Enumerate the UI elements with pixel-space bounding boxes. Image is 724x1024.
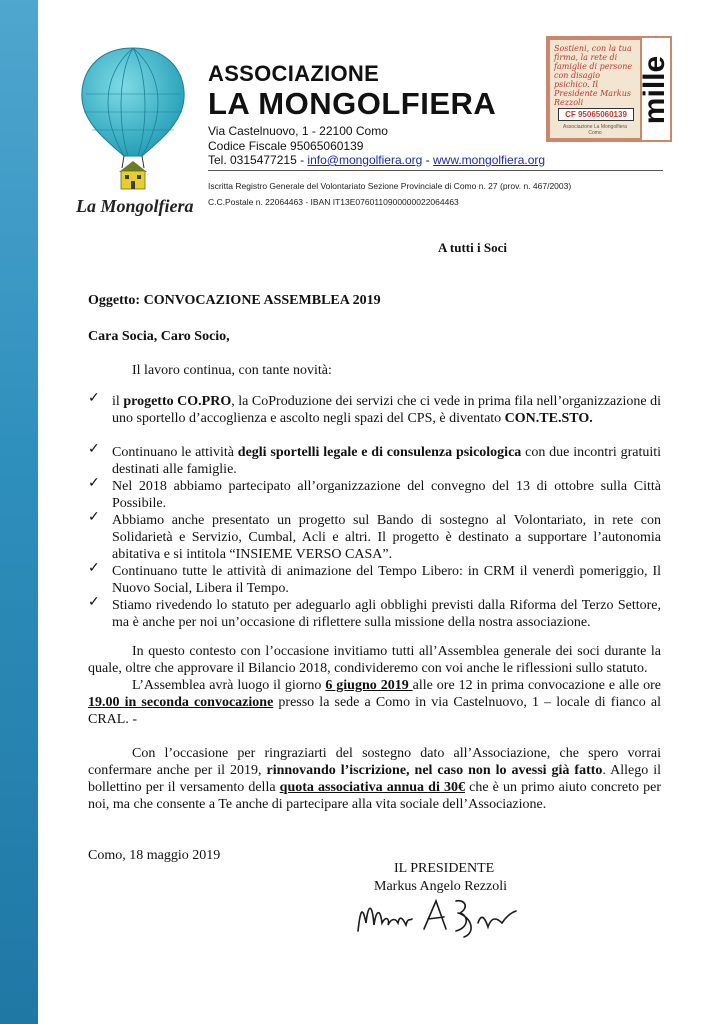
checkmark-icon: ✓ xyxy=(88,510,100,525)
intro: Il lavoro continua, con tante novità: xyxy=(132,363,332,378)
subject: Oggetto: CONVOCAZIONE ASSEMBLEA 2019 xyxy=(88,293,381,308)
bullet-bando: Abbiamo anche presentato un progetto sul Bando di sostegno al Volontariato, in rete con Solidarietà e Servizio, Cumbal, Acli e altri. Il progetto è destinato a supportare l’autonomia abitativa e si intitola “INSIEME VERSO CASA”. xyxy=(112,513,661,562)
five-per-mille-image xyxy=(546,36,672,142)
bullet-statuto: Stiamo rivedendo lo statuto per adeguarlo agli obblighi previsti dalla Riforma del Terzo Settore, ma è anche per noi un’occasione di riflettere sulla missione della nostra associazione. xyxy=(112,598,661,630)
b1-text: , la CoProduzione dei servizi che ci vede in prima fila nell’organizzazione di uno sportello d’accoglienza e ascolto negli spazi del CPS, è diventato xyxy=(112,394,662,426)
checkmark-icon: ✓ xyxy=(88,595,100,610)
b2-text: con due incontri gratuiti destinati alle famiglie. xyxy=(112,445,662,477)
email-link[interactable]: info@mongolfiera.org xyxy=(307,153,423,167)
bullet-tempo-libero: Continuano tutte le attività di animazione del Tempo Libero: in CRM il venerdì pomeriggio, Il Nuovo Social, Libera il Tempo. xyxy=(112,564,661,596)
b1-bold2: CON.TE.STO. xyxy=(504,411,593,426)
p2-a: L’Assemblea avrà luogo il giorno xyxy=(132,678,326,693)
header-divider xyxy=(208,170,663,171)
org-name-line1: ASSOCIAZIONE xyxy=(208,61,380,86)
page-side-bar xyxy=(0,0,38,1024)
p3-a: Con l’occasione per ringraziarti del sostegno dato all’Associazione, che spero vorrai confermare anche per il 2019, xyxy=(88,746,661,778)
bullet-copro xyxy=(112,393,661,427)
stamp-tax-code: CF 95065060139 xyxy=(558,108,634,121)
handwritten-signature xyxy=(352,893,522,939)
recipients: A tutti i Soci xyxy=(438,240,507,255)
checkmark-icon: ✓ xyxy=(88,561,100,576)
paragraph-thanks xyxy=(88,745,661,813)
address: Via Castelnuovo, 1 - 22100 Como xyxy=(208,124,388,138)
contact-block xyxy=(208,124,545,168)
b1-bold: progetto CO.PRO xyxy=(123,394,232,409)
assembly-date: 6 giugno 2019 xyxy=(325,678,413,693)
mille-text: mille xyxy=(637,55,671,125)
bullet-convegno: Nel 2018 abbiamo partecipato all’organizzazione del convegno del 13 di ottobre sulla Città Possibile. xyxy=(112,479,661,511)
p2-b: alle ore 12 in prima convocazione e alle ore xyxy=(412,678,662,693)
p2-c: presso la sede a Como in via Castelnuovo, 1 – locale di fianco al CRAL. - xyxy=(88,695,661,727)
hot-air-balloon-icon xyxy=(78,44,188,194)
registry-block xyxy=(208,178,571,210)
bullet-sportelli xyxy=(112,444,661,478)
phone: Tel. 0315477215 - xyxy=(208,153,308,167)
registry-info: Iscritta Registro Generale del Volontariato Sezione Provinciale di Como n. 27 (prov. n. 467/2003) xyxy=(208,181,572,191)
p3-c: che è un primo aiuto concreto per noi, ma che consente a Te anche di partecipare alla vita sociale dell’Associazione. xyxy=(88,780,661,812)
paragraph-assembly xyxy=(88,677,661,728)
org-name-line2: LA MONGOLFIERA xyxy=(208,86,497,121)
checkmark-icon: ✓ xyxy=(88,476,100,491)
membership-fee: quota associativa annua di 30€ xyxy=(279,780,465,795)
b2-bold: degli sportelli legale e di consulenza psicologica xyxy=(237,445,522,460)
logo-caption: La Mongolfiera xyxy=(76,196,194,216)
bank-info: C.C.Postale n. 22064463 - IBAN IT13E0760110900000022064463 xyxy=(208,197,459,207)
p3-b: . Allego il bollettino per il versamento della xyxy=(88,763,661,795)
p3-bold: rinnovando l’iscrizione, nel caso non lo avessi già fatto xyxy=(266,763,603,778)
signature-title: IL PRESIDENTE xyxy=(394,861,495,876)
b1-pre: il xyxy=(112,394,124,409)
contact-line xyxy=(208,153,545,168)
tax-code: Codice Fiscale 95065060139 xyxy=(208,138,364,153)
handwritten-note: Sostieni, con la tua firma, la rete di famiglie di persone con disagio psichico. Il Presidente Markus Rezzoli xyxy=(554,44,633,107)
b2-pre: Continuano le attività xyxy=(112,445,238,460)
checkmark-icon: ✓ xyxy=(88,391,100,406)
stamp-small-text: Associazione La Mongolfiera Como xyxy=(563,124,627,136)
checkmark-icon: ✓ xyxy=(88,442,100,457)
website-link[interactable]: www.mongolfiera.org xyxy=(433,153,546,167)
paragraph-context: In questo contesto con l’occasione invitiamo tutti all’Assemblea generale dei soci durante la quale, oltre che approvare il Bilancio 2018, condivideremo con voi anche le riflessioni sullo statuto. xyxy=(88,644,661,676)
signature-name: Markus Angelo Rezzoli xyxy=(374,879,507,894)
greeting: Cara Socia, Caro Socio, xyxy=(88,329,230,344)
separator: - xyxy=(422,153,434,167)
mille-word xyxy=(637,38,671,140)
second-call: 19.00 in seconda convocazione xyxy=(88,695,274,710)
place-date: Como, 18 maggio 2019 xyxy=(88,848,221,863)
